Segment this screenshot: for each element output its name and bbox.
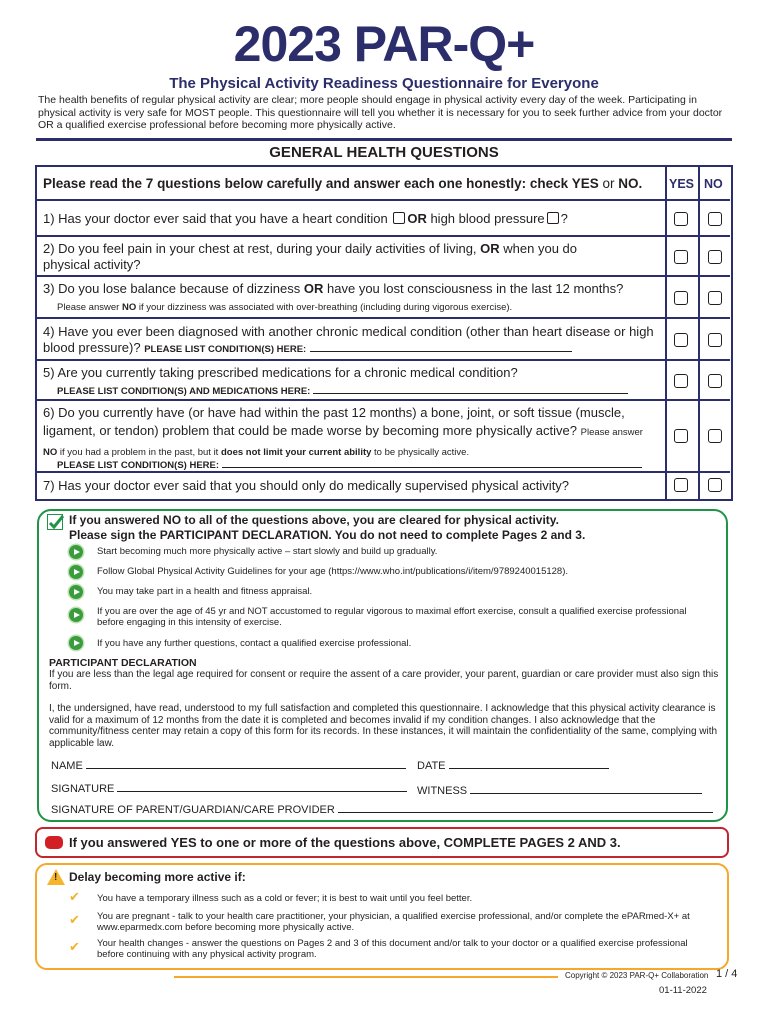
cleared-bullet-3: You may take part in a health and fitness appraisal. <box>97 586 313 597</box>
stop-icon <box>45 836 63 849</box>
heart-condition-checkbox[interactable] <box>393 212 405 224</box>
q6-conditions-line[interactable] <box>222 457 642 468</box>
delay-bullet-1: You have a temporary illness such as a cold or fever; it is best to wait until you feel better. <box>97 893 473 904</box>
version-date: 01-11-2022 <box>659 985 707 996</box>
q7-no-checkbox[interactable] <box>708 478 722 492</box>
document-title: 2023 PAR-Q+ <box>233 16 535 72</box>
warning-icon: ! <box>47 869 65 885</box>
complete-pages-section <box>35 827 729 858</box>
q5-conditions-line[interactable] <box>313 383 628 394</box>
green-arrow-icon <box>69 565 83 579</box>
parent-signature-line[interactable] <box>338 802 713 813</box>
cleared-bullet-1: Start becoming much more physically active – start slowly and build up gradually. <box>97 546 438 557</box>
date-field: DATE <box>417 758 609 772</box>
cleared-bullet-2: Follow Global Physical Activity Guidelines for your age (https://www.who.int/publications/i/item/9789240015128). <box>97 566 569 577</box>
q3-yes-checkbox[interactable] <box>674 291 688 305</box>
q2-yes-checkbox[interactable] <box>674 250 688 264</box>
footer-rule <box>174 976 558 978</box>
question-row-3 <box>37 277 730 319</box>
participant-declaration-title: PARTICIPANT DECLARATION <box>49 657 197 669</box>
cleared-bullet-4: If you are over the age of 45 yr and NOT accustomed to regular vigorous to maximal effort exercise, consult a qualified exercise professional before engaging in this intensity of exercise. <box>97 606 687 628</box>
q6-no-checkbox[interactable] <box>708 429 722 443</box>
question-2-text: 2) Do you feel pain in your chest at rest, during your daily activities of living, OR when you do physical activity? <box>43 241 578 272</box>
complete-pages-text: If you answered YES to one or more of the questions above, COMPLETE PAGES 2 AND 3. <box>69 835 621 850</box>
orange-check-icon: ✔ <box>69 939 80 954</box>
q1-yes-checkbox[interactable] <box>674 212 688 226</box>
q4-conditions-line[interactable] <box>310 341 572 352</box>
name-line[interactable] <box>86 758 406 769</box>
question-7-text: 7) Has your doctor ever said that you should only do medically supervised physical activity? <box>43 478 570 493</box>
question-4-text: 4) Have you ever been diagnosed with another chronic medical condition (other than heart disease or high blood pressure)? PLEASE LIST CONDITION(S) HERE: <box>43 324 654 355</box>
witness-field: WITNESS <box>417 783 702 797</box>
date-line[interactable] <box>449 758 609 769</box>
q4-no-checkbox[interactable] <box>708 333 722 347</box>
delay-bullet-3: Your health changes - answer the questions on Pages 2 and 3 of this document and/or talk to your doctor or a qualified exercise professional before continuing with any physical activity program. <box>97 938 688 960</box>
question-1-text: 1) Has your doctor ever said that you have a heart condition OR high blood pressure ? <box>43 211 568 226</box>
orange-check-icon: ✔ <box>69 912 80 927</box>
q3-no-checkbox[interactable] <box>708 291 722 305</box>
question-5-list: PLEASE LIST CONDITION(S) AND MEDICATIONS HERE: <box>57 383 677 400</box>
signature-field: SIGNATURE <box>51 781 407 795</box>
green-arrow-icon <box>69 585 83 599</box>
name-field: NAME <box>51 758 406 772</box>
witness-line[interactable] <box>470 783 702 794</box>
q6-yes-checkbox[interactable] <box>674 429 688 443</box>
table-header-row <box>37 167 730 201</box>
cleared-section <box>37 509 728 822</box>
cleared-heading: If you answered NO to all of the questions above, you are cleared for physical activity. Please sign the PARTICIPANT DECLARATION. You do not need to complete Pages 2 and 3. <box>69 513 586 542</box>
question-3-text: 3) Do you lose balance because of dizziness OR have you lost consciousness in the last 12 months? <box>43 281 624 296</box>
question-6-text: 6) Do you currently have (or have had within the past 12 months) a bone, joint, or soft tissue (muscle, ligament, or tendon) problem that could be made worse by becoming more physically active? Please answer NO if you had a problem in the past, but it does not limit your current ability to be physically active. <box>43 405 643 458</box>
q5-no-checkbox[interactable] <box>708 374 722 388</box>
signature-line[interactable] <box>117 781 407 792</box>
parent-signature-field: SIGNATURE OF PARENT/GUARDIAN/CARE PROVIDER <box>51 802 713 816</box>
question-row-5 <box>37 361 730 401</box>
declaration-text: I, the undersigned, have read, understood to my full satisfaction and completed this questionnaire. I acknowledge that this physical activity clearance is valid for a maximum of 12 months from the date it is completed and becomes invalid if my condition changes. I also acknowledge that the community/fitness center may retain a copy of this form for its records. In these instances, it will maintain the confidentiality of the same, complying with applicable law. <box>49 703 718 749</box>
declaration-age-note: If you are less than the legal age required for consent or require the assent of a care provider, your parent, guardian or care provider must also sign this form. <box>49 669 719 692</box>
high-blood-pressure-checkbox[interactable] <box>547 212 559 224</box>
green-check-icon <box>47 514 63 530</box>
page-number: 1 / 4 <box>716 968 738 980</box>
question-row-1 <box>37 201 730 237</box>
green-arrow-icon <box>69 636 83 650</box>
q5-yes-checkbox[interactable] <box>674 374 688 388</box>
copyright-text: Copyright © 2023 PAR-Q+ Collaboration <box>565 971 709 980</box>
delay-bullet-2: You are pregnant - talk to your health care practitioner, your physician, a qualified exercise professional, and/or complete the ePARmed-X+ at www.eparmedx.com before becoming more physically active. <box>97 911 690 933</box>
question-row-4 <box>37 319 730 361</box>
document-subtitle: The Physical Activity Readiness Questionnaire for Everyone <box>169 75 599 92</box>
section-title: GENERAL HEALTH QUESTIONS <box>269 144 499 161</box>
questions-table <box>35 165 733 501</box>
q4-yes-checkbox[interactable] <box>674 333 688 347</box>
cleared-bullet-5: If you have any further questions, contact a qualified exercise professional. <box>97 638 412 649</box>
question-row-2 <box>37 237 730 277</box>
question-5-text: 5) Are you currently taking prescribed medications for a chronic medical condition? <box>43 365 518 380</box>
instruction-text: Please read the 7 questions below carefully and answer each one honestly: check YES or NO. <box>43 176 643 191</box>
question-row-7 <box>37 473 730 499</box>
header-rule <box>36 138 732 141</box>
orange-check-icon: ✔ <box>69 889 80 904</box>
q7-yes-checkbox[interactable] <box>674 478 688 492</box>
no-header: NO <box>704 177 723 191</box>
green-arrow-icon <box>69 608 83 622</box>
q2-no-checkbox[interactable] <box>708 250 722 264</box>
green-arrow-icon <box>69 545 83 559</box>
question-row-6 <box>37 401 730 473</box>
question-6-list: PLEASE LIST CONDITION(S) HERE: <box>57 457 677 474</box>
yes-header: YES <box>669 177 695 191</box>
intro-paragraph: The health benefits of regular physical activity are clear; more people should engage in physical activity every day of the week. Participating in physical activity is very safe for MOST people. This questionnaire will tell you whether it is necessary for you to seek further advice from your doctor OR a qualified exercise professional before becoming more physically active. <box>38 94 723 131</box>
question-3-note: Please answer NO if your dizziness was associated with over-breathing (including during vigorous exercise). <box>57 302 513 313</box>
q1-no-checkbox[interactable] <box>708 212 722 226</box>
delay-section <box>35 863 729 970</box>
delay-heading: Delay becoming more active if: <box>69 870 246 884</box>
